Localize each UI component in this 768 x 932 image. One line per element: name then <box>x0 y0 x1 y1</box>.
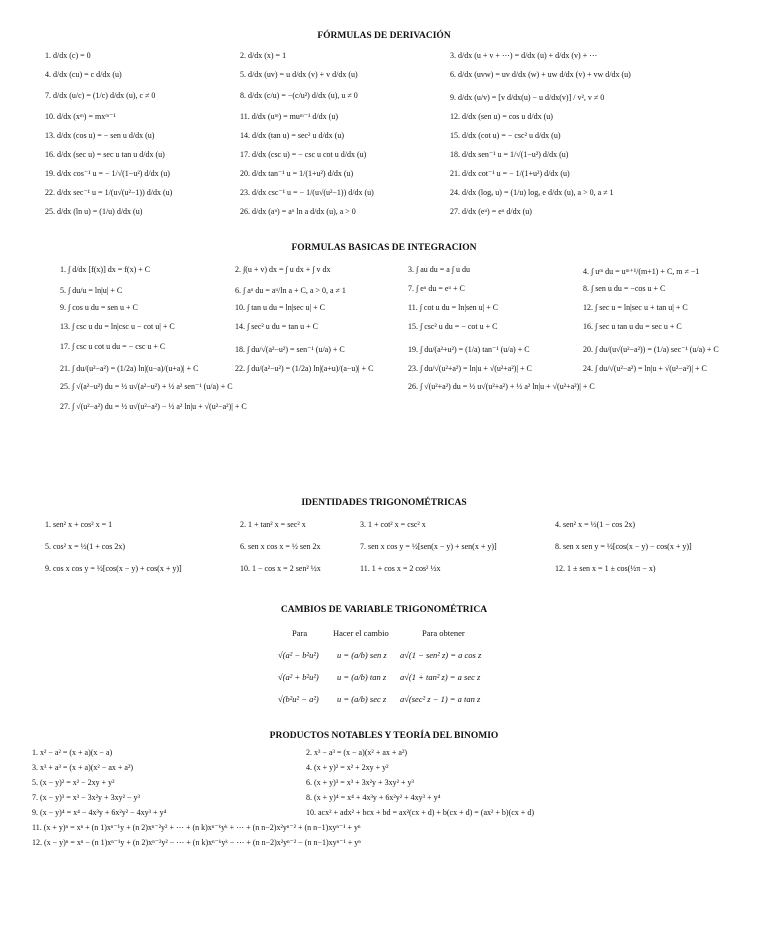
deriv-formula: 23. d/dx csc⁻¹ u = − 1/(u√(u²−1)) d/dx (u) <box>240 188 374 197</box>
deriv-formula: 10. d/dx (xᵐ) = mxᵐ⁻¹ <box>45 112 116 121</box>
integral-formula: 1. ∫ d/dx [f(x)] dx = f(x) + C <box>60 265 151 274</box>
cambios-cell: u = (a/b) sec z <box>337 694 387 704</box>
integral-formula: 4. ∫ uᵐ du = uᵐ⁺¹/(m+1) + C, m ≠ −1 <box>583 267 700 276</box>
integral-formula: 18. ∫ du/√(a²−u²) = sen⁻¹ (u/a) + C <box>235 345 345 354</box>
cambios-cell: u = (a/b) sen z <box>337 650 387 660</box>
trig-identity: 7. sen x cos y = ½[sen(x − y) + sen(x + y)] <box>360 542 497 551</box>
cambios-cell: √(b²u² − a²) <box>278 694 319 704</box>
deriv-formula: 19. d/dx cos⁻¹ u = − 1/√(1−u²) d/dx (u) <box>45 169 170 178</box>
integral-formula: 25. ∫ √(a²−u²) du = ½ u√(a²−u²) + ½ a² sen⁻¹ (u/a) + C <box>60 382 233 391</box>
trig-identity: 5. cos² x = ½(1 + cos 2x) <box>45 542 126 551</box>
trig-title: IDENTIDADES TRIGONOMÉTRICAS <box>301 498 467 508</box>
cambios-header-para: Para <box>292 628 308 638</box>
producto-formula: 8. (x + y)⁴ = x⁴ + 4x³y + 6x²y² + 4xy³ + y⁴ <box>306 793 441 802</box>
integral-formula: 12. ∫ sec u = ln|sec u + tan u| + C <box>583 303 688 312</box>
integral-formula: 19. ∫ du/(a²+u²) = (1/a) tan⁻¹ (u/a) + C <box>408 345 530 354</box>
integral-formula: 6. ∫ aᵘ du = aᵘ/ln a + C, a > 0, a ≠ 1 <box>235 286 346 295</box>
productos-title: PRODUCTOS NOTABLES Y TEORÍA DEL BINOMIO <box>269 731 499 741</box>
producto-formula: 3. x³ + a³ = (x + a)(x² − ax + a²) <box>32 763 134 772</box>
deriv-formula: 4. d/dx (cu) = c d/dx (u) <box>45 70 122 79</box>
deriv-formula: 11. d/dx (uᵐ) = muᵐ⁻¹ d/dx (u) <box>240 112 338 121</box>
deriv-formula: 21. d/dx cot⁻¹ u = − 1/(1+u²) d/dx (u) <box>450 169 570 178</box>
deriv-formula: 25. d/dx (ln u) = (1/u) d/dx (u) <box>45 207 143 216</box>
deriv-formula: 15. d/dx (cot u) = − csc² u d/dx (u) <box>450 131 561 140</box>
integral-formula: 13. ∫ csc u du = ln|csc u − cot u| + C <box>60 322 175 331</box>
deriv-formula: 22. d/dx sec⁻¹ u = 1/(u√(u²−1)) d/dx (u) <box>45 188 173 197</box>
cambios-cell: a√(1 + tan² z) = a sec z <box>400 672 481 682</box>
cambios-title: CAMBIOS DE VARIABLE TRIGONOMÉTRICA <box>280 605 488 615</box>
derivacion-title: FÓRMULAS DE DERIVACIÓN <box>317 31 451 41</box>
cambios-cell: a√(1 − sen² z) = a cos z <box>400 650 482 660</box>
deriv-formula: 1. d/dx (c) = 0 <box>45 51 91 60</box>
producto-formula: 4. (x + y)² = x² + 2xy + y² <box>306 763 389 772</box>
integral-formula: 24. ∫ du/√(u²−a²) = ln|u + √(u²−a²)| + C <box>583 364 707 373</box>
trig-identity: 6. sen x cos x = ½ sen 2x <box>240 542 321 551</box>
integral-formula: 17. ∫ csc u cot u du = − csc u + C <box>60 342 166 351</box>
deriv-formula: 5. d/dx (uv) = u d/dx (v) + v d/dx (u) <box>240 70 358 79</box>
cambios-cell: √(a² − b²u²) <box>278 650 319 660</box>
trig-identity: 1. sen² x + cos² x = 1 <box>45 520 113 529</box>
integral-formula: 14. ∫ sec² u du = tan u + C <box>235 322 318 331</box>
integral-formula: 22. ∫ du/(a²−u²) = (1/2a) ln|(a+u)/(a−u)| + C <box>235 364 374 373</box>
trig-identity: 10. 1 − cos x = 2 sen² ½x <box>240 564 321 573</box>
producto-formula: 5. (x − y)² = x² − 2xy + y² <box>32 778 115 787</box>
deriv-formula: 17. d/dx (csc u) = − csc u cot u d/dx (u) <box>240 150 367 159</box>
deriv-formula: 16. d/dx (sec u) = sec u tan u d/dx (u) <box>45 150 165 159</box>
deriv-formula: 12. d/dx (sen u) = cos u d/dx (u) <box>450 112 553 121</box>
integracion-title: FORMULAS BASICAS DE INTEGRACION <box>291 243 477 253</box>
cambios-header-obtener: Para obtener <box>422 628 465 638</box>
trig-identity: 9. cos x cos y = ½[cos(x − y) + cos(x + y)] <box>45 564 182 573</box>
producto-formula: 7. (x − y)³ = x³ − 3x²y + 3xy² − y³ <box>32 793 140 802</box>
integral-formula: 26. ∫ √(u²+a²) du = ½ u√(u²+a²) + ½ a² ln|u + √(u²+a²)| + C <box>408 382 595 391</box>
integral-formula: 8. ∫ sen u du = −cos u + C <box>583 284 666 293</box>
integral-formula: 10. ∫ tan u du = ln|sec u| + C <box>235 303 325 312</box>
trig-identity: 4. sen² x = ½(1 − cos 2x) <box>555 520 636 529</box>
integral-formula: 23. ∫ du/√(u²+a²) = ln|u + √(u²+a²)| + C <box>408 364 532 373</box>
trig-identity: 11. 1 + cos x = 2 cos² ½x <box>360 564 441 573</box>
deriv-formula: 27. d/dx (eᵘ) = eᵘ d/dx (u) <box>450 207 532 216</box>
deriv-formula: 24. d/dx (logₐ u) = (1/u) logₐ e d/dx (u), a > 0, a ≠ 1 <box>450 188 614 197</box>
integral-formula: 20. ∫ du/(u√(u²−a²)) = (1/a) sec⁻¹ (u/a) + C <box>583 345 719 354</box>
producto-formula: 12. (x − y)ⁿ = xⁿ − (n 1)xⁿ⁻¹y + (n 2)xⁿ⁻²y² − ⋯ + (n k)xⁿ⁻ᵏyᵏ − ⋯ + (n n−2)x²yⁿ⁻² − (n n−1)xyⁿ⁻¹ + yⁿ <box>32 838 361 847</box>
integral-formula: 7. ∫ eᵘ du = eᵘ + C <box>408 284 465 293</box>
integral-formula: 2. ∫(u + v) dx = ∫ u dx + ∫ v dx <box>235 265 331 274</box>
deriv-formula: 9. d/dx (u/v) = [v d/dx(u) − u d/dx(v)] / v², v ≠ 0 <box>450 93 605 102</box>
trig-identity: 12. 1 ± sen x = 1 ± cos(½π − x) <box>555 564 656 573</box>
deriv-formula: 3. d/dx (u + v + ⋯) = d/dx (u) + d/dx (v) + ⋯ <box>450 51 598 60</box>
deriv-formula: 13. d/dx (cos u) = − sen u d/dx (u) <box>45 131 155 140</box>
integral-formula: 27. ∫ √(u²−a²) du = ½ u√(u²−a²) − ½ a² ln|u + √(u²−a²)| + C <box>60 402 247 411</box>
deriv-formula: 20. d/dx tan⁻¹ u = 1/(1+u²) d/dx (u) <box>240 169 354 178</box>
cambios-cell: a√(sec² z − 1) = a tan z <box>400 694 481 704</box>
deriv-formula: 7. d/dx (u/c) = (1/c) d/dx (u), c ≠ 0 <box>45 91 156 100</box>
producto-formula: 1. x² − a² = (x + a)(x − a) <box>32 748 113 757</box>
cambios-cell: u = (a/b) tan z <box>337 672 387 682</box>
integral-formula: 5. ∫ du/u = ln|u| + C <box>60 286 123 295</box>
cambios-header-cambio: Hacer el cambio <box>333 628 389 638</box>
deriv-formula: 8. d/dx (c/u) = −(c/u²) d/dx (u), u ≠ 0 <box>240 91 358 100</box>
deriv-formula: 14. d/dx (tan u) = sec² u d/dx (u) <box>240 131 344 140</box>
trig-identity: 3. 1 + cot² x = csc² x <box>360 520 426 529</box>
trig-identity: 2. 1 + tan² x = sec² x <box>240 520 306 529</box>
integral-formula: 21. ∫ du/(u²−a²) = (1/2a) ln|(u−a)/(u+a)| + C <box>60 364 199 373</box>
producto-formula: 10. acx² + adx² + bcx + bd = ax²(cx + d) + b(cx + d) = (ax² + b)(cx + d) <box>306 808 534 817</box>
deriv-formula: 26. d/dx (aᵘ) = aᵘ ln a d/dx (u), a > 0 <box>240 207 356 216</box>
integral-formula: 9. ∫ cos u du = sen u + C <box>60 303 138 312</box>
integral-formula: 15. ∫ csc² u du = − cot u + C <box>408 322 498 331</box>
producto-formula: 2. x³ − a³ = (x − a)(x² + ax + a²) <box>306 748 408 757</box>
producto-formula: 11. (x + y)ⁿ = xⁿ + (n 1)xⁿ⁻¹y + (n 2)xⁿ⁻²y² + ⋯ + (n k)xⁿ⁻ᵏyᵏ + ⋯ + (n n−2)x²yⁿ⁻² + (n n−1)xyⁿ⁻¹ + yⁿ <box>32 823 361 832</box>
producto-formula: 9. (x − y)⁴ = x⁴ − 4x³y + 6x²y² − 4xy³ + y⁴ <box>32 808 167 817</box>
integral-formula: 11. ∫ cot u du = ln|sen u| + C <box>408 303 499 312</box>
cambios-cell: √(a² + b²u²) <box>278 672 319 682</box>
integral-formula: 3. ∫ au du = a ∫ u du <box>408 265 470 274</box>
integral-formula: 16. ∫ sec u tan u du = sec u + C <box>583 322 682 331</box>
producto-formula: 6. (x + y)³ = x³ + 3x²y + 3xy² + y³ <box>306 778 414 787</box>
deriv-formula: 18. d/dx sen⁻¹ u = 1/√(1−u²) d/dx (u) <box>450 150 569 159</box>
deriv-formula: 2. d/dx (x) = 1 <box>240 51 287 60</box>
deriv-formula: 6. d/dx (uvw) = uv d/dx (w) + uw d/dx (v) + vw d/dx (u) <box>450 70 631 79</box>
trig-identity: 8. sen x sen y = ½[cos(x − y) − cos(x + y)] <box>555 542 692 551</box>
